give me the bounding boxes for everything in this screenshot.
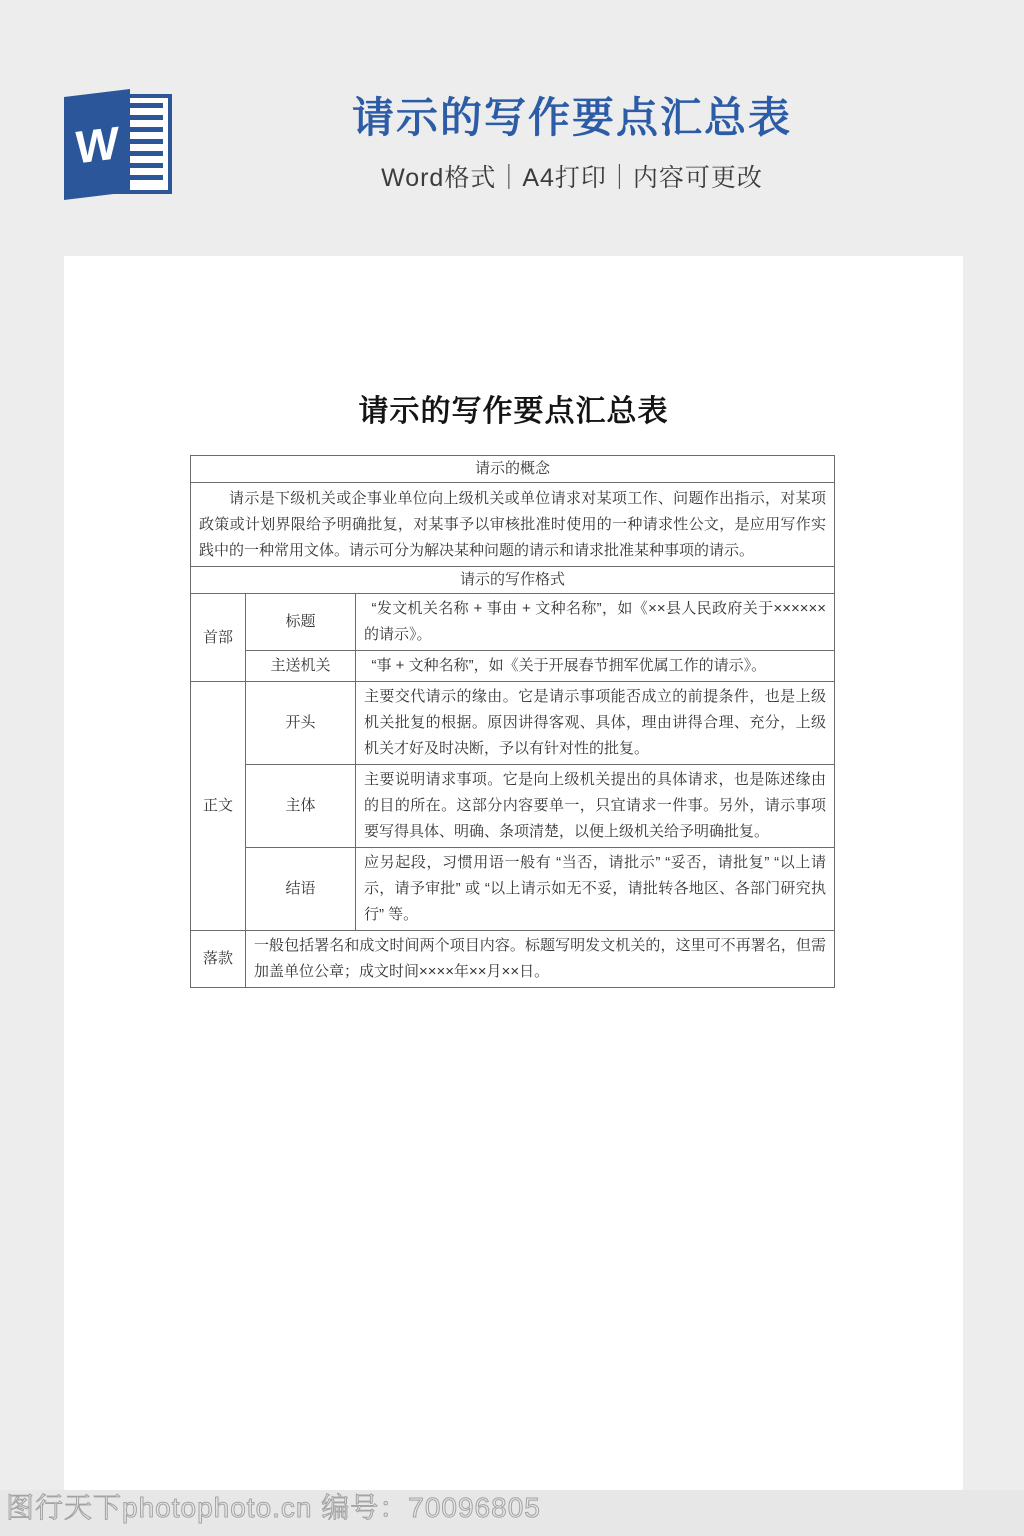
header-title: 请示的写作要点汇总表 xyxy=(351,94,792,141)
table-row xyxy=(191,594,835,651)
row-label-biaoti: 标题 xyxy=(246,594,356,651)
format-header-cell: 请示的写作格式 xyxy=(191,567,835,594)
word-icon-front xyxy=(64,89,130,200)
summary-table xyxy=(190,455,835,988)
header-subtitle: Word格式｜A4打印｜内容可更改 xyxy=(381,164,763,193)
table-row xyxy=(191,651,835,682)
header-text-block xyxy=(178,94,966,194)
row-text-zhuti: 主要说明请求事项。它是向上级机关提出的具体请求，也是陈述缘由的目的所在。这部分内容要单一，只宜请求一件事。另外，请示事项要写得具体、明确、条项清楚，以便上级机关给予明确批复。 xyxy=(356,765,835,848)
section-label-luokuan: 落款 xyxy=(191,931,246,988)
table-row xyxy=(191,483,835,567)
row-label-jieyu: 结语 xyxy=(246,848,356,931)
document-page xyxy=(64,256,963,1490)
row-text-kaitou: 主要交代请示的缘由。它是请示事项能否成立的前提条件，也是上级机关批复的根据。原因讲得客观、具体，理由讲得合理、充分，上级机关才好及时决断，予以有针对性的批复。 xyxy=(356,682,835,765)
concept-header-cell: 请示的概念 xyxy=(191,456,835,483)
table-row xyxy=(191,456,835,483)
row-text-luokuan: 一般包括署名和成文时间两个项目内容。标题写明发文机关的，这里可不再署名，但需加盖单位公章；成文时间××××年××月××日。 xyxy=(246,931,835,988)
row-label-kaitou: 开头 xyxy=(246,682,356,765)
table-row xyxy=(191,931,835,988)
table-row xyxy=(191,682,835,765)
table-row xyxy=(191,765,835,848)
table-row xyxy=(191,848,835,931)
table-row xyxy=(191,567,835,594)
section-label-zhengwen: 正文 xyxy=(191,682,246,931)
row-label-zhusong: 主送机关 xyxy=(246,651,356,682)
watermark-text: 图行天下photophoto.cn 编号：70096805 xyxy=(6,1492,541,1523)
row-text-zhusong: “事 + 文种名称”，如《关于开展春节拥军优属工作的请示》。 xyxy=(356,651,835,682)
concept-text-cell: 请示是下级机关或企事业单位向上级机关或单位请求对某项工作、问题作出指示，对某项政策或计划界限给予明确批复，对某事予以审核批准时使用的一种请求性公文，是应用写作实践中的一种常用文体。请示可分为解决某种问题的请示和请求批准某种事项的请示。 xyxy=(191,483,835,567)
row-text-biaoti: “发文机关名称 + 事由 + 文种名称”，如《××县人民政府关于××××××的请示》。 xyxy=(356,594,835,651)
document-title: 请示的写作要点汇总表 xyxy=(358,395,669,428)
word-icon-letter: W xyxy=(75,115,119,174)
row-label-zhuti: 主体 xyxy=(246,765,356,848)
word-icon xyxy=(64,86,178,206)
section-label-shoubu: 首部 xyxy=(191,594,246,682)
row-text-jieyu: 应另起段，习惯用语一般有 “当否，请批示” “妥否，请批复” “以上请示，请予审批” 或 “以上请示如无不妥，请批转各地区、各部门研究执行” 等。 xyxy=(356,848,835,931)
